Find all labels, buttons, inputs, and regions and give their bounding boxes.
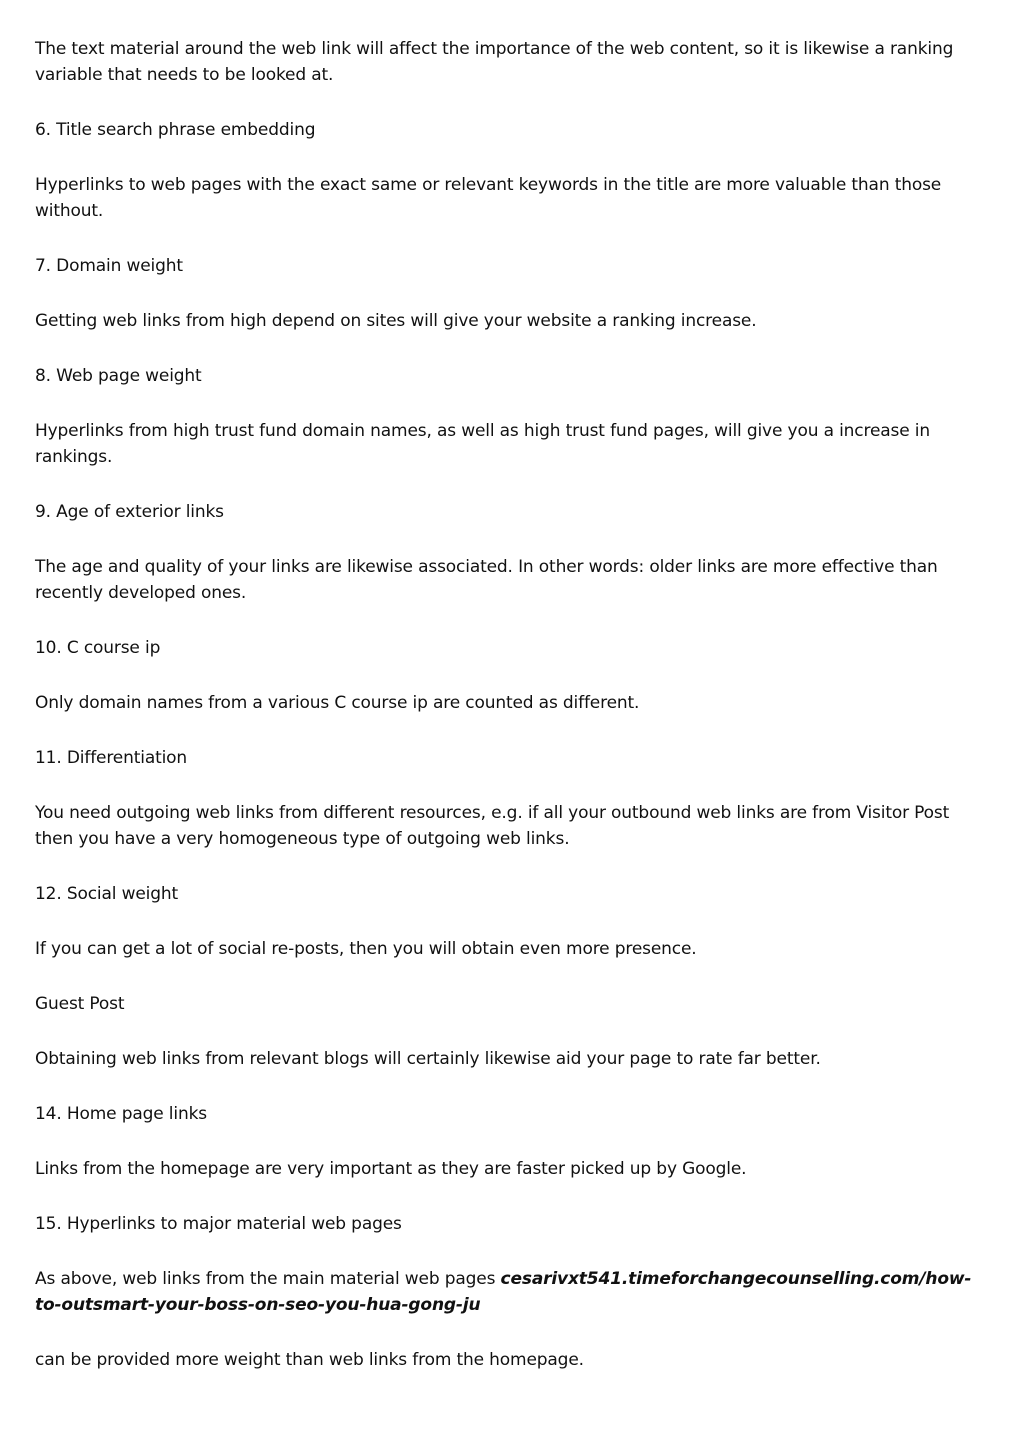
section-heading: 8. Web page weight [35, 366, 202, 386]
section-heading: 7. Domain weight [35, 256, 183, 276]
paragraph: Hyperlinks from high trust fund domain names, as well as high trust fund pages, will give you a increase in rankings. [35, 421, 930, 467]
paragraph: Only domain names from a various C course ip are counted as different. [35, 693, 640, 713]
paragraph: Obtaining web links from relevant blogs will certainly likewise aid your page to rate far better. [35, 1049, 821, 1069]
link-paragraph-prefix: As above, web links from the main material web pages [35, 1269, 501, 1289]
paragraph: You need outgoing web links from different resources, e.g. if all your outbound web links are from Visitor Post then you have a very homogeneous type of outgoing web links. [35, 803, 950, 849]
paragraph: Getting web links from high depend on sites will give your website a ranking increase. [35, 311, 757, 331]
section-heading: 15. Hyperlinks to major material web pages [35, 1214, 402, 1234]
section-heading: 11. Differentiation [35, 748, 188, 768]
section-heading: 12. Social weight [35, 884, 179, 904]
section-heading: 6. Title search phrase embedding [35, 120, 316, 140]
paragraph: Links from the homepage are very important as they are faster picked up by Google. [35, 1159, 747, 1179]
section-heading: 10. C course ip [35, 638, 161, 658]
section-heading: 9. Age of exterior links [35, 502, 224, 522]
document-body [35, 36, 975, 1373]
closing-paragraph: can be provided more weight than web links from the homepage. [35, 1350, 584, 1370]
paragraph: The age and quality of your links are likewise associated. In other words: older links are more effective than recently developed ones. [35, 557, 938, 603]
paragraph: The text material around the web link will affect the importance of the web content, so it is likewise a ranking variable that needs to be looked at. [35, 39, 954, 85]
url-link[interactable]: cesarivxt541.timeforchangecounselling.com/how-to-outsmart-your-boss-on-seo-you-hua-gong-ju [35, 1269, 972, 1315]
paragraph: Hyperlinks to web pages with the exact same or relevant keywords in the title are more valuable than those without. [35, 175, 942, 221]
section-heading: 14. Home page links [35, 1104, 207, 1124]
link-paragraph [35, 1266, 975, 1318]
paragraph: If you can get a lot of social re-posts, then you will obtain even more presence. [35, 939, 697, 959]
section-heading: Guest Post [35, 994, 125, 1014]
